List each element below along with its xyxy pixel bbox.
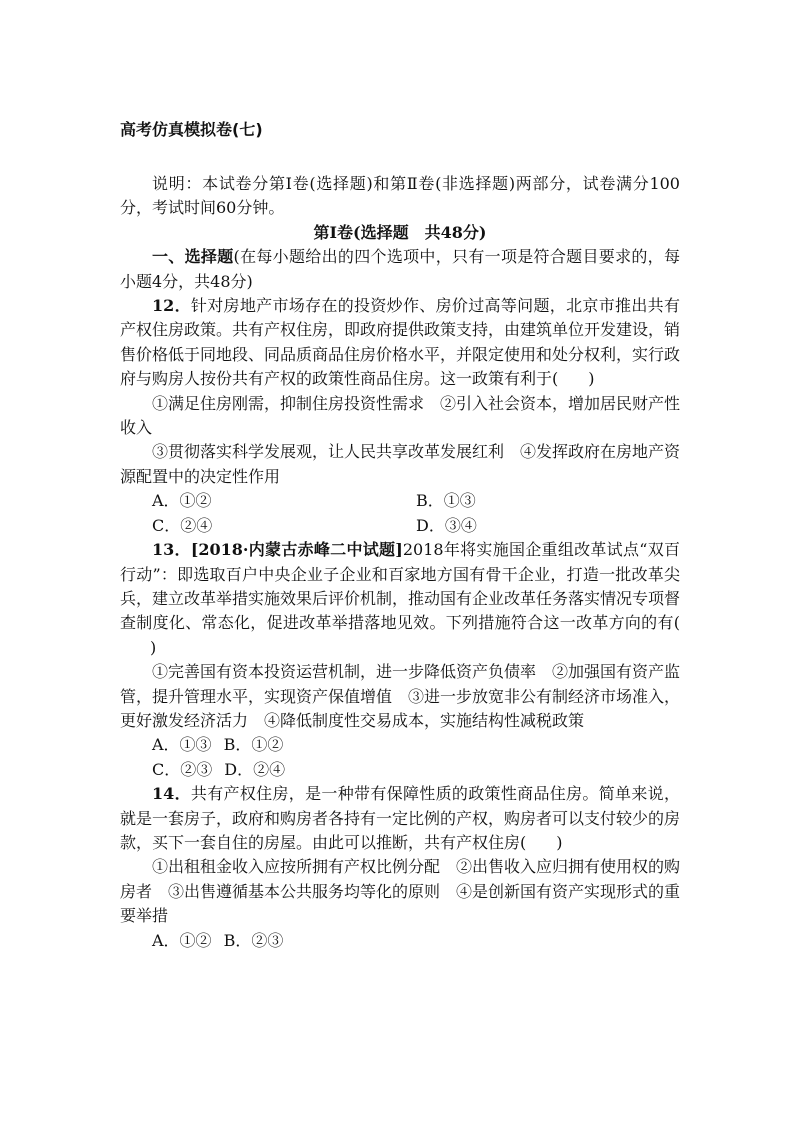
question-14-options-row-1 xyxy=(120,929,680,953)
question-12-items-1: ①满足住房刚需，抑制住房投资性需求 ②引入社会资本，增加居民财产性收入 xyxy=(120,393,681,438)
question-13-option-d: D．②④ xyxy=(224,759,286,779)
question-12-option-c: C．②④ xyxy=(152,515,213,535)
question-13-option-a: A．①③ xyxy=(152,735,212,755)
question-12-paren: ) xyxy=(588,369,595,389)
question-13-option-c: C．②③ xyxy=(152,759,213,779)
question-12-text: 针对房地产市场存在的投资炒作、房价过高等问题，北京市推出共有产权住房政策。共有产权住房，即政府提供政策支持，由建筑单位开发建设，销售价格低于同地段、同品质商品住房价格水平，并限定使用和处分权利，实行政府与购房人按份共有产权的政策性商品住房。这一政策有利于( xyxy=(120,296,681,389)
question-14-option-b: B．②③ xyxy=(223,930,284,950)
question-14-option-a: A．①② xyxy=(152,930,212,950)
question-13-paren: ) xyxy=(150,637,157,657)
question-13-number: 13． xyxy=(152,540,191,560)
question-12-option-b: B．①③ xyxy=(416,491,476,511)
question-14-text: 共有产权住房，是一种带有保障性质的政策性商品住房。简单来说，就是一套房子，政府和购房者各持有一定比例的产权，购房者可以支付较少的房款，买下一套自住的房屋。由此可以推断，共有产权住房( xyxy=(120,784,681,852)
question-14-paren: ) xyxy=(556,832,563,852)
question-12-options-row-1 xyxy=(120,489,680,513)
question-13-options-row-1 xyxy=(120,733,680,757)
question-12-option-d: D．③④ xyxy=(416,515,477,535)
question-12-stem xyxy=(120,294,680,392)
question-12-items-2: ③贯彻落实科学发展观，让人民共享改革发展红利 ④发挥政府在房地产资源配置中的决定性作用 xyxy=(120,442,681,486)
question-14-number: 14． xyxy=(152,784,191,804)
section-heading-note: (在每小题给出的四个选项中，只有一项是符合题目要求的，每小题4分，共48分) xyxy=(120,247,680,291)
section-heading xyxy=(120,245,680,294)
page-title: 高考仿真模拟卷(七) xyxy=(120,120,263,139)
question-12-number: 12． xyxy=(152,296,191,316)
question-14-stem xyxy=(120,782,680,855)
question-13-option-b: B．①② xyxy=(223,735,284,755)
page-content xyxy=(120,118,680,953)
question-12-option-a: A．①② xyxy=(152,491,212,511)
question-13-stem xyxy=(120,538,680,660)
question-13-text: 2018年将实施国企重组改革试点“双百行动”：即选取百户中央企业子企业和百家地方国有骨干企业，打造一批改革尖兵，建立改革举措实施效果后评价机制，推动国有企业改革任务落实情况专项督查制度化、常态化，促进改革举措落地见效。下列措施符合这一改革方向的有( xyxy=(120,540,681,633)
question-12-options-row-2 xyxy=(120,514,680,538)
instructions: 说明：本试卷分第Ⅰ卷(选择题)和第Ⅱ卷(非选择题)两部分，试卷满分100分，考试时间60分钟。 xyxy=(120,174,680,218)
question-13-items: ①完善国有资本投资运营机制，进一步降低资产负债率 ②加强国有资产监管，提升管理水平，实现资产保值增值 ③进一步放宽非公有制经济市场准入，更好激发经济活力 ④降低制度性交易成本，实施结构性减税政策 xyxy=(120,662,681,730)
section-heading-label: 一、选择题 xyxy=(152,247,234,267)
section-title: 第Ⅰ卷(选择题 共48分) xyxy=(313,222,487,242)
question-14-items: ①出租租金收入应按所拥有产权比例分配 ②出售收入应归拥有使用权的购房者 ③出售遵循基本公共服务均等化的原则 ④是创新国有资产实现形式的重要举措 xyxy=(120,857,681,926)
question-13-source: [2018·内蒙古赤峰二中试题] xyxy=(190,540,403,560)
question-13-options-row-2 xyxy=(120,758,680,782)
